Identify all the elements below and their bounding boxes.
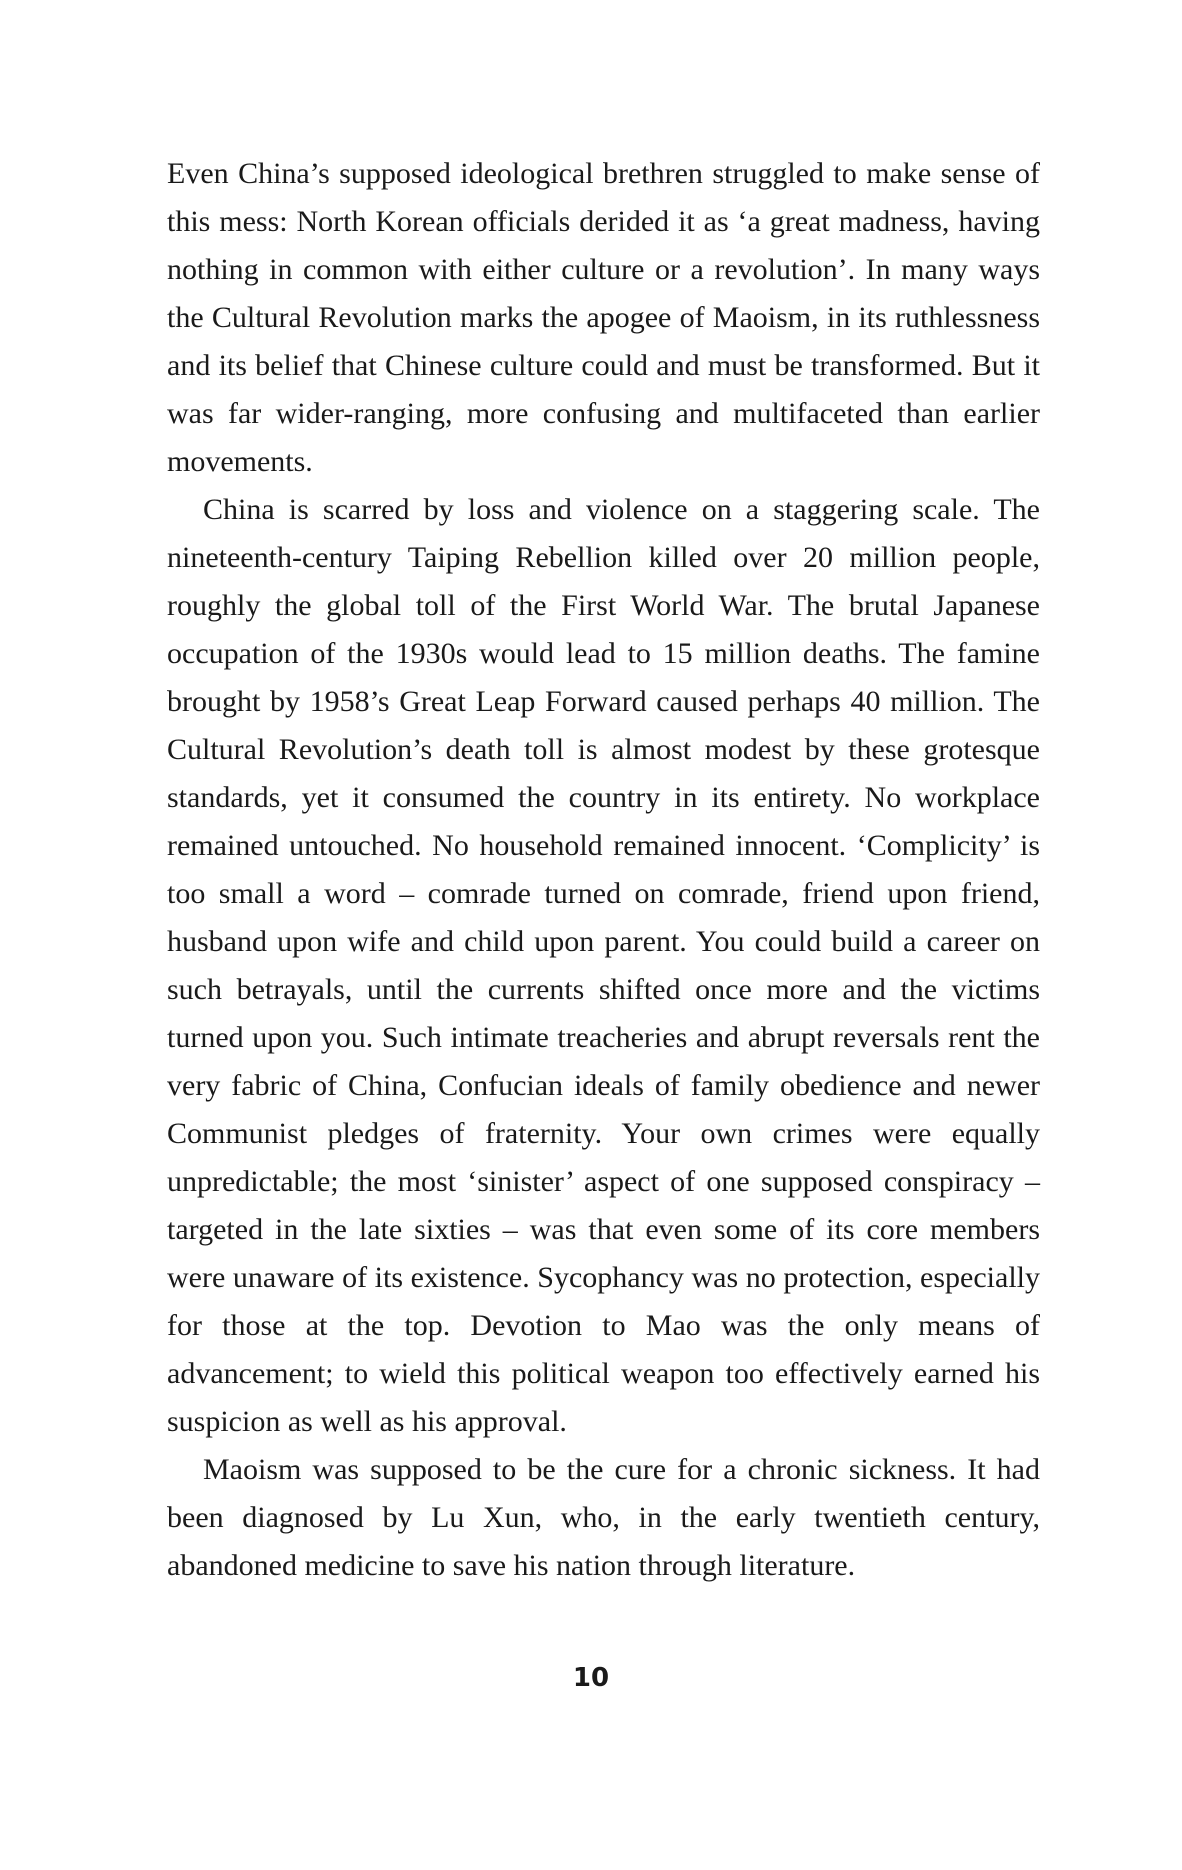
paragraph-1: Even China’s supposed ideological brethren struggled to make sense of this mess: North Korean officials derided it as ‘a great madness, having nothing in common with either culture or a revolution’. In many ways the Cultural Revolution marks the apogee of Maoism, in its ruthlessness and its belief that Chinese culture could and must be transformed. But it was far wider-ranging, more confusing and multifaceted than earlier movements.	[167, 157, 1040, 478]
body-text	[167, 150, 1040, 1590]
paragraph-3: Maoism was supposed to be the cure for a chronic sickness. It had been diagnosed by Lu Xun, who, in the early twentieth century, abandoned medicine to save his nation through literature.	[167, 1453, 1040, 1582]
paragraph-2: China is scarred by loss and violence on a staggering scale. The nineteenth-century Taiping Rebellion killed over 20 million people, roughly the global toll of the First World War. The brutal Japanese occupation of the 1930s would lead to 15 million deaths. The famine brought by 1958’s Great Leap Forward caused perhaps 40 million. The Cultural Revolution’s death toll is almost modest by these grotesque standards, yet it consumed the country in its entirety. No workplace remained untouched. No household remained innocent. ‘Complicity’ is too small a word – comrade turned on comrade, friend upon friend, husband upon wife and child upon parent. You could build a career on such betrayals, until the currents shifted once more and the victims turned upon you. Such intimate treacheries and abrupt reversals rent the very fabric of China, Confucian ideals of family obedience and newer Communist pledges of fraternity. Your own crimes were equally unpredictable; the most ‘sinister’ aspect of one supposed conspiracy – targeted in the late sixties – was that even some of its core members were unaware of its existence. Sycophancy was no protection, especially for those at the top. Devotion to Mao was the only means of advancement; to wield this political weapon too effectively earned his suspicion as well as his approval.	[167, 493, 1040, 1438]
page-number: 10	[572, 1663, 610, 1693]
